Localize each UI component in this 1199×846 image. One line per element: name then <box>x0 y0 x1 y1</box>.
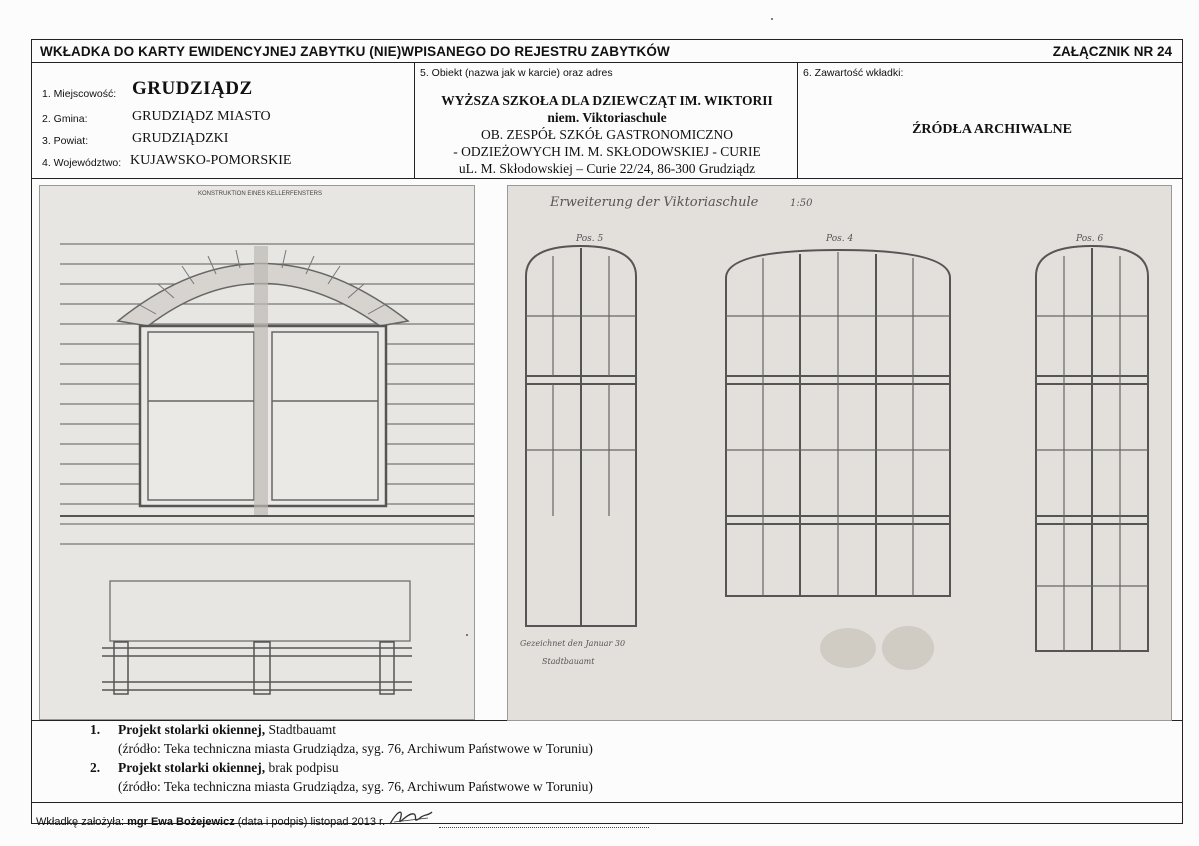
drawing-header-text: KONSTRUKTION EINES KELLERFENSTERS <box>197 191 323 197</box>
contents-label: 6. Zawartość wkładki: <box>803 67 904 79</box>
school-extension-drawing <box>508 186 1171 720</box>
caption-author: brak podpisu <box>265 760 339 775</box>
caption-2 <box>90 760 790 800</box>
divider <box>32 62 1182 63</box>
footer <box>36 806 649 828</box>
gmina-label: 2. Gmina: <box>42 113 88 125</box>
miejscowosc-label: 1. Miejscowość: <box>42 88 117 100</box>
footer-author: mgr Ewa Bożejewicz <box>127 816 235 828</box>
annex-number: ZAŁĄCZNIK NR 24 <box>1052 44 1172 59</box>
drawing-note-date: Gezeichnet den Januar 30 <box>520 639 626 648</box>
window-construction-drawing <box>40 186 474 719</box>
divider <box>32 178 1182 179</box>
object-description <box>422 92 792 177</box>
caption-source: (źródło: Teka techniczna miasta Grudziądza, syg. 76, Archiwum Państwowe w Toruniu) <box>118 741 593 756</box>
wojewodztwo-label: 4. Województwo: <box>42 157 122 169</box>
speck <box>771 18 773 20</box>
footer-prefix: Wkładkę założyła: <box>36 816 125 828</box>
contents-value: ŹRÓDŁA ARCHIWALNE <box>912 122 1072 137</box>
object-current-name: OB. ZESPÓŁ SZKÓŁ GASTRONOMICZNO <box>480 127 733 142</box>
drawing-scale: 1:50 <box>790 198 813 209</box>
caption-1 <box>90 722 790 762</box>
wojewodztwo-value: KUJAWSKO-POMORSKIE <box>130 153 292 168</box>
powiat-label: 3. Powiat: <box>42 135 89 147</box>
position-6-label: Pos. 6 <box>1076 234 1104 244</box>
signature-line <box>439 827 649 828</box>
speck <box>466 634 468 636</box>
object-current-name-cont: - ODZIEŻOWYCH IM. M. SKŁODOWSKIEJ - CURIE <box>453 144 761 159</box>
object-label: 5. Obiekt (nazwa jak w karcie) oraz adres <box>420 67 613 79</box>
caption-number: 2. <box>90 760 101 775</box>
position-4-label: Pos. 4 <box>826 234 854 244</box>
caption-number: 1. <box>90 722 101 737</box>
miejscowosc-value: GRUDZIĄDZ <box>132 78 253 99</box>
signature <box>388 806 434 828</box>
caption-source: (źródło: Teka techniczna miasta Grudziądza, syg. 76, Archiwum Państwowe w Toruniu) <box>118 779 593 794</box>
sheet-title: WKŁADKA DO KARTY EWIDENCYJNEJ ZABYTKU (NIE)WPISANEGO DO REJESTRU ZABYTKÓW <box>40 44 670 59</box>
object-address: uL. M. Skłodowskiej – Curie 22/24, 86-300 Grudziądz <box>458 161 756 176</box>
gmina-value: GRUDZIĄDZ MIASTO <box>132 109 271 124</box>
footer-sign-label: (data i podpis) <box>237 816 308 828</box>
divider <box>32 802 1182 803</box>
caption-author: Stadtbauamt <box>265 722 336 737</box>
drawing-basement-window <box>39 185 475 720</box>
drawing-school-windows <box>507 185 1172 721</box>
drawing-note-office: Stadtbauamt <box>542 657 595 666</box>
object-name: WYŻSZA SZKOŁA DLA DZIEWCZĄT IM. WIKTORII <box>441 93 773 108</box>
caption-title: Projekt stolarki okiennej, <box>118 760 266 775</box>
drawing-title: Erweiterung der Viktoriaschule <box>550 195 759 210</box>
caption-title: Projekt stolarki okiennej, <box>118 722 266 737</box>
object-german-name: niem. Viktoriaschule <box>547 110 667 125</box>
divider <box>414 62 415 178</box>
footer-date: listopad 2013 r. <box>310 816 386 828</box>
powiat-value: GRUDZIĄDZKI <box>132 131 229 146</box>
position-5-label: Pos. 5 <box>576 234 604 244</box>
divider <box>797 62 798 178</box>
